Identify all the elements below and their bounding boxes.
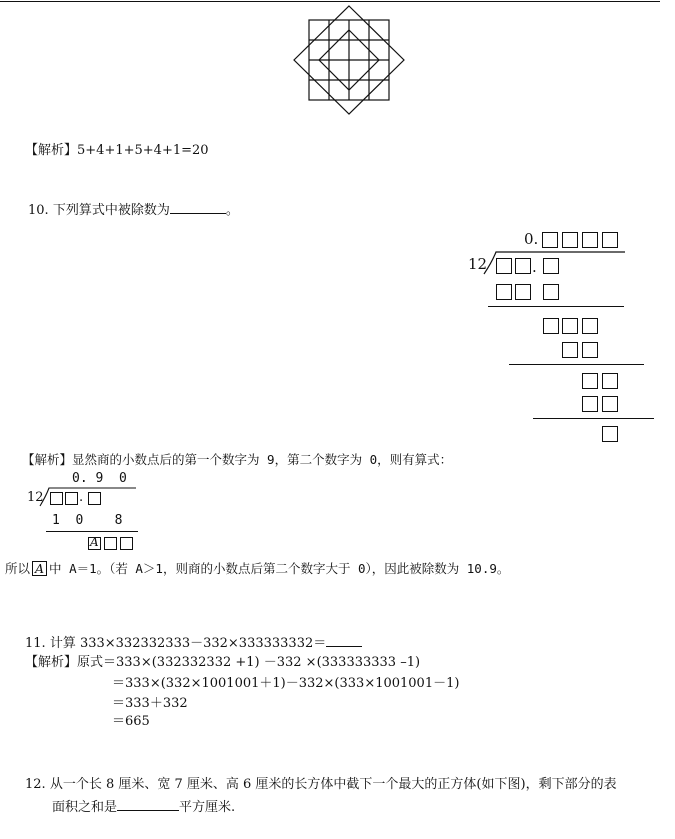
question-10 [28, 201, 239, 219]
solution10-quotient: 0. 9 0 [72, 471, 127, 486]
answer-blank [170, 201, 226, 214]
digit-box [582, 396, 598, 412]
solution11-step1: 原式＝333×(332332332 +1) －332 ×(333333333 –1) [77, 655, 421, 670]
answer-blank [326, 634, 362, 647]
solution-label: 【解析】 [25, 655, 78, 670]
solution-label: 【解析】 [22, 452, 73, 467]
digit-box [120, 537, 133, 550]
question-text: 平方厘米. [179, 800, 236, 815]
digit-box [602, 373, 618, 389]
digit-box [582, 232, 598, 248]
solution11-step2: ＝333×(332×1001001＋1)－332×(333×1001001－1) [112, 676, 460, 691]
decimal-point: . [79, 490, 84, 505]
digit-box [582, 342, 598, 358]
digit-box [543, 258, 559, 274]
top-rule [0, 1, 660, 2]
question-number: 11. [25, 636, 46, 651]
digit-box [582, 318, 598, 334]
quotient-prefix: 0. [524, 230, 539, 248]
question-12-line2 [52, 798, 235, 816]
digit-box [582, 373, 598, 389]
divisor: 12 [468, 255, 488, 273]
digit-box [496, 258, 512, 274]
question-12-line1 [25, 777, 617, 793]
decimal-point: . [532, 258, 537, 276]
question-number: 12. [25, 777, 46, 792]
digit-box [602, 396, 618, 412]
digit-box [602, 232, 618, 248]
solution9-text: 5+4+1+5+4+1=20 [77, 143, 209, 158]
question-text: 从一个长 8 厘米、宽 7 厘米、高 6 厘米的长方体中截下一个最大的正方体(如下图)，剩下部分的表 [49, 777, 617, 792]
division-rule [488, 306, 624, 307]
digit-box [602, 426, 618, 442]
digit-box [496, 284, 512, 300]
answer-blank [117, 798, 179, 811]
division-rule [509, 364, 644, 365]
solution10-conclusion [5, 561, 509, 577]
digit-box [562, 232, 578, 248]
digit-box [562, 342, 578, 358]
solution10-text: 显然商的小数点后的第一个数字为 9，第二个数字为 0，则有算式： [72, 452, 453, 467]
solution11-line1 [25, 655, 420, 671]
solution10-divisor: 12 [27, 490, 44, 505]
question-tail: 。 [225, 203, 239, 218]
digit-box [104, 537, 117, 550]
division-rule [533, 418, 654, 419]
boxed-letter-a: A [32, 561, 47, 576]
digit-box [88, 492, 101, 505]
question-number: 10. [28, 203, 49, 218]
solution10-line [22, 452, 452, 468]
digit-box [542, 232, 558, 248]
conclusion-text: 中 A＝1。（若 A＞1，则商的小数点后第二个数字大于 0），因此被除数为 10.9。 [49, 561, 510, 576]
solution10-product: 1 0 8 [52, 513, 123, 528]
digit-box [543, 284, 559, 300]
question-text: 面积之和是 [52, 800, 118, 815]
digit-box [515, 284, 531, 300]
solution9-line [25, 143, 209, 159]
geometric-figure [290, 4, 410, 118]
conclusion-prefix: 所以 [5, 561, 31, 576]
division-rule [46, 531, 138, 532]
digit-box [50, 492, 63, 505]
digit-box [543, 318, 559, 334]
question-text: 计算 333×332332333－332×333333332＝ [49, 636, 327, 651]
solution11-step3: ＝333＋332 [112, 696, 188, 711]
boxed-letter-a: A [90, 535, 99, 549]
digit-box [65, 492, 78, 505]
digit-box [515, 258, 531, 274]
question-11 [25, 634, 362, 652]
question-text: 下列算式中被除数为 [52, 203, 170, 218]
solution-label: 【解析】 [25, 143, 78, 158]
solution11-step4: ＝665 [112, 714, 150, 729]
digit-box [562, 318, 578, 334]
